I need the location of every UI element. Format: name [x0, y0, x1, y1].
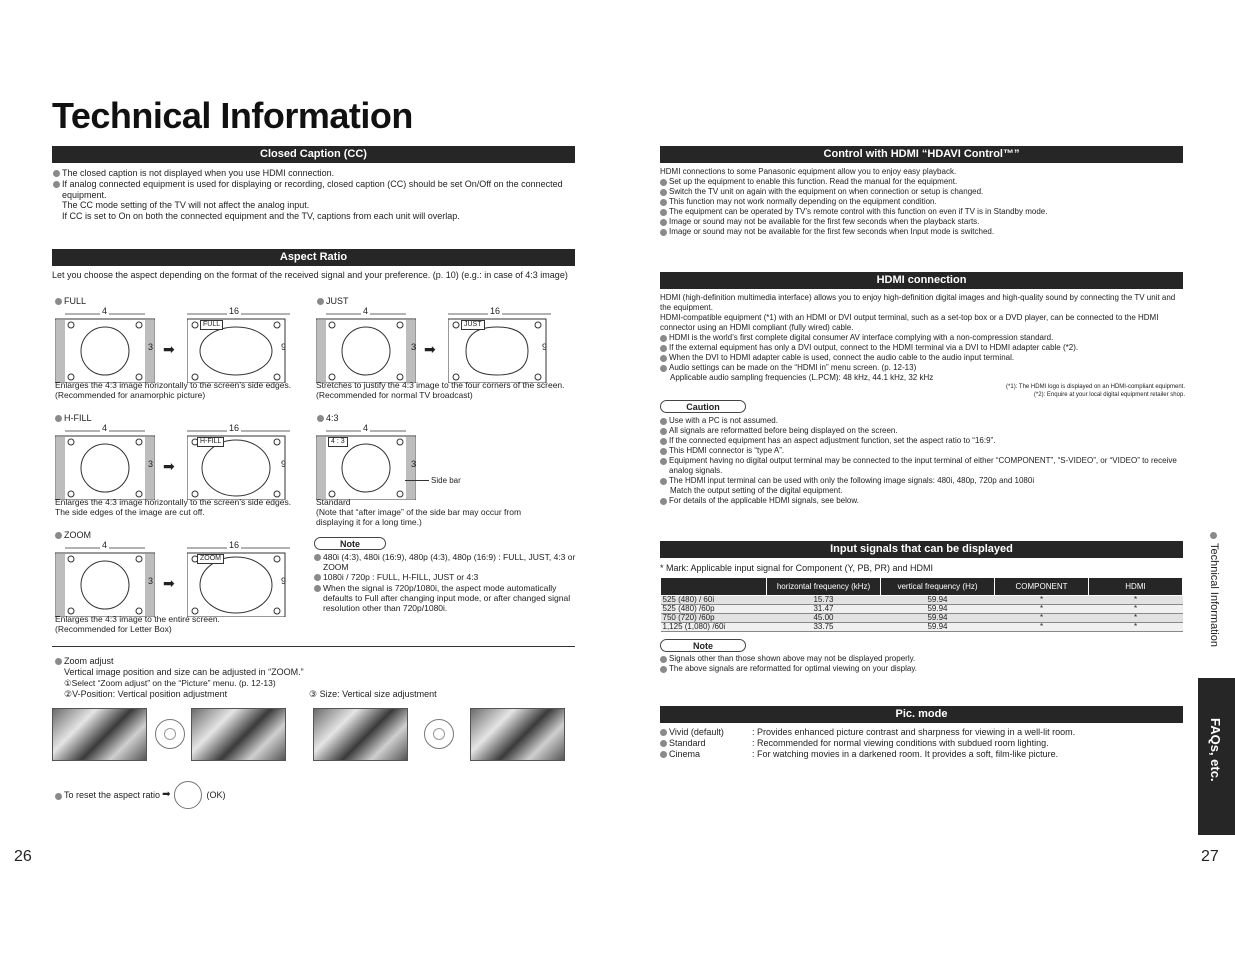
diagram-full-result: [187, 306, 290, 383]
dim-width-label: 16: [229, 306, 240, 316]
bullet-icon: [55, 793, 62, 800]
side-bar-label: Side bar: [431, 476, 461, 485]
bullet-icon: [1210, 532, 1217, 539]
bullet-icon: [660, 365, 667, 372]
note-badge: Note: [660, 639, 746, 652]
mode-label-hfill: H-FILL: [55, 413, 92, 424]
mode-label-zoom: ZOOM: [55, 530, 91, 541]
dpad-icon: [155, 719, 185, 749]
list-item: Vivid (default) : Provides enhanced picture contrast and sharpness for viewing in a well-lit room.: [660, 727, 1185, 738]
arrow-right-icon: ➡: [163, 341, 175, 357]
bullet-icon: [53, 170, 60, 177]
bullet-icon: [660, 428, 667, 435]
bullet-icon: [660, 656, 667, 663]
caution-badge: Caution: [660, 400, 746, 413]
zoom-size-label: ③ Size: Vertical size adjustment: [309, 689, 437, 699]
dim-width-label: 4: [363, 306, 369, 316]
caution-list: Use with a PC is not assumed. All signals are reformatted before being displayed on the screen. If the connected equipment has an aspect adjustment function, set the aspect ratio to “16:9”. This HDMI connector is “type A”. Equipment having no digital output terminal may be connected to the input terminal of either “COMPONENT”, “S-VIDEO”, or “VIDEO” to receive analog signals. The HDMI input terminal can be used with only the following image signals: 480i, 480p, 720p and 1080i Match the output setting of the digital equipment. For details of the applicable HDMI signals, see below.: [660, 416, 1185, 506]
bullet-icon: [314, 574, 321, 581]
ok-button-icon: [174, 781, 202, 809]
dim-height-label: 3: [148, 342, 154, 352]
dim-height-label: 3: [411, 342, 417, 352]
mode-tag: 4 : 3: [328, 437, 348, 447]
hdavi-body: HDMI connections to some Panasonic equipment allow you to enjoy easy playback. Set up the equipment to enable this function. Read the manual for the equipment. Switch the TV unit on again with the equipment on when connection or setup is changed. This function may not work normally depending on the equipment condition. The equipment can be operated by TV’s remote control with this function on even if TV is in Standby mode. Image or sound may not be available for the first few seconds when the playback starts. Image or sound may not be available for the first few seconds when Input mode is switched.: [660, 167, 1048, 236]
table-header: COMPONENT: [995, 578, 1089, 596]
mode-tag: ZOOM: [197, 554, 224, 564]
pic-mode-list: [660, 727, 1185, 760]
bullet-icon: [55, 415, 62, 422]
list-item: Cinema : For watching movies in a darkened room. It provides a soft, film-like picture.: [660, 749, 1185, 760]
cc-body: [53, 168, 576, 222]
mode-desc-hfill: Enlarges the 4:3 image horizontally to the screen’s side edges. The side edges of the image are cut off.: [55, 497, 292, 518]
dim-height-label: 9: [281, 576, 287, 586]
bullet-icon: [660, 740, 667, 747]
bullet-icon: [660, 751, 667, 758]
bullet-icon: [660, 666, 667, 673]
signals-mark: * Mark: Applicable input signal for Component (Y, PB, PR) and HDMI: [660, 563, 933, 573]
bullet-icon: [660, 478, 667, 485]
arrow-right-icon: ➡: [163, 458, 175, 474]
aspect-notes: 480i (4:3), 480i (16:9), 480p (4:3), 480p (16:9) : FULL, JUST, 4:3 or ZOOM 1080i / 720p : FULL, H-FILL, JUST or 4:3 When the signal is 720p/1080i, the aspect mode automatically defaults to Full after changing input mode, or after changed signal resolution other than 720p/1080i.: [314, 552, 576, 613]
bullet-icon: [660, 219, 667, 226]
page-title: Technical Information: [52, 95, 413, 136]
bullet-icon: [53, 181, 60, 188]
hdavi-header: Control with HDMI “HDAVI Control™”: [660, 146, 1183, 163]
divider: [52, 646, 575, 647]
mode-desc-full: Enlarges the 4:3 image horizontally to the screen’s side edges. (Recommended for anamorphic picture): [55, 380, 292, 401]
arrow-right-icon: ➡: [163, 575, 175, 591]
dim-height-label: 3: [148, 576, 154, 586]
page-number-left: 26: [14, 848, 32, 865]
dim-width-label: 4: [102, 540, 108, 550]
diagram-full-source: [55, 306, 155, 383]
side-section-label: Technical Information: [1206, 532, 1220, 672]
dim-width-label: 4: [363, 423, 369, 433]
list-item: Standard : Recommended for normal viewing conditions with subdued room lighting.: [660, 738, 1185, 749]
mode-tag: JUST: [461, 320, 485, 330]
diagram-hfill-result: [187, 423, 290, 500]
bullet-icon: [314, 554, 321, 561]
bullet-icon: [55, 658, 62, 665]
side-tab-faqs: FAQs, etc.: [1198, 678, 1235, 835]
zoom-preview-image: [470, 708, 565, 761]
diagram-zoom-result: [187, 540, 290, 617]
table-header: vertical frequency (Hz): [881, 578, 995, 596]
bullet-icon: [660, 335, 667, 342]
hdmi-header: HDMI connection: [660, 272, 1183, 289]
arrow-right-icon: ➡: [424, 341, 436, 357]
dim-width-label: 4: [102, 306, 108, 316]
bullet-icon: [660, 458, 667, 465]
table-header: HDMI: [1089, 578, 1183, 596]
table-row: 750 (720) /60p 45.00 59.94 * *: [661, 614, 1183, 623]
dim-width-label: 16: [490, 306, 501, 316]
bullet-icon: [317, 415, 324, 422]
mode-desc-just: Stretches to justify the 4:3 image to the four corners of the screen. (Recommended for normal TV broadcast): [316, 380, 565, 401]
bullet-icon: [660, 498, 667, 505]
table-row: 525 (480) /60p 31.47 59.94 * *: [661, 605, 1183, 614]
diagram-just-source: [316, 306, 417, 383]
diagram-just-result: [448, 306, 551, 383]
diagram-hfill-source: [55, 423, 155, 500]
bullet-icon: [317, 298, 324, 305]
signals-notes: Signals other than those shown above may not be displayed properly. The above signals are reformatted for optimal viewing on your display.: [660, 654, 1185, 674]
bullet-icon: [314, 585, 321, 592]
table-row: 525 (480) / 60i 15.73 59.94 * *: [661, 596, 1183, 605]
bullet-icon: [660, 209, 667, 216]
bullet-icon: [55, 532, 62, 539]
arrow-right-icon: ➡: [162, 789, 171, 800]
table-header: horizontal frequency (kHz): [767, 578, 881, 596]
note-badge: Note: [314, 537, 386, 550]
bullet-icon: [660, 179, 667, 186]
diagram-43: [316, 423, 417, 500]
cc-item: If analog connected equipment is used for displaying or recording, closed caption (CC) should be set On/Off on the connected equipment.: [62, 178, 563, 200]
bullet-icon: [55, 298, 62, 305]
dpad-icon: [424, 719, 454, 749]
cc-extra: The CC mode setting of the TV will not affect the analog input.: [62, 200, 310, 211]
cc-item: The closed caption is not displayed when you use HDMI connection.: [62, 168, 335, 178]
zoom-preview-image: [313, 708, 408, 761]
zoom-preview-image: [52, 708, 147, 761]
aspect-intro: Let you choose the aspect depending on the format of the received signal and your preference. (p. 10) (e.g.: in case of 4:3 image): [52, 270, 568, 280]
cc-extra: If CC is set to On on both the connected equipment and the TV, captions from each unit will overlap.: [62, 211, 460, 222]
mode-label-full: FULL: [55, 296, 86, 307]
mode-label-just: JUST: [317, 296, 349, 307]
dim-height-label: 9: [542, 342, 548, 352]
side-bar-pointer: [405, 480, 429, 481]
table-header: [661, 578, 767, 596]
signals-table: [660, 577, 1183, 632]
table-row: 1,125 (1,080) /60i 33.75 59.94 * *: [661, 623, 1183, 632]
bullet-icon: [660, 189, 667, 196]
bullet-icon: [660, 438, 667, 445]
bullet-icon: [660, 345, 667, 352]
mode-label-43: 4:3: [317, 413, 339, 424]
bullet-icon: [660, 229, 667, 236]
mode-tag: H-FILL: [197, 437, 224, 447]
pic-mode-header: Pic. mode: [660, 706, 1183, 723]
zoom-adjust-block: Zoom adjust Vertical image position and size can be adjusted in “ZOOM.” ①Select “Zoom adjust” on the “Picture” menu. (p. 12-13) ②V-Position: Vertical position adjustment: [55, 656, 575, 700]
cc-header: Closed Caption (CC): [52, 146, 575, 163]
diagram-zoom-source: [55, 540, 155, 617]
signals-header: Input signals that can be displayed: [660, 541, 1183, 558]
page-number-right: 27: [1201, 848, 1219, 865]
mode-desc-zoom: Enlarges the 4:3 image to the entire screen. (Recommended for Letter Box): [55, 614, 220, 635]
bullet-icon: [660, 418, 667, 425]
bullet-icon: [660, 355, 667, 362]
bullet-icon: [660, 729, 667, 736]
mode-desc-43: Standard (Note that “after image” of the side bar may occur from displaying it for a long time.): [316, 497, 522, 528]
mode-tag: FULL: [200, 320, 223, 330]
dim-height-label: 9: [281, 342, 287, 352]
bullet-icon: [660, 199, 667, 206]
dim-width-label: 4: [102, 423, 108, 433]
dim-width-label: 16: [229, 540, 240, 550]
dim-height-label: 3: [411, 459, 417, 469]
dim-width-label: 16: [229, 423, 240, 433]
reset-aspect: To reset the aspect ratio ➡ (OK): [55, 781, 225, 809]
bullet-icon: [660, 448, 667, 455]
aspect-header: Aspect Ratio: [52, 249, 575, 266]
hdmi-body: HDMI (high-definition multimedia interface) allows you to enjoy high-definition digital images and high-quality sound by connecting the TV unit and the equipment. HDMI-compatible equipment (*1) with an HDMI or DVI output terminal, such as a set-top box or a DVD player, can be connected to the HDMI connector using an HDMI compliant (fully wired) cable. HDMI is the world’s first complete digital consumer AV interface complying with a non-compression standard. If the external equipment has only a DVI output, connect to the HDMI terminal via a DVI to HDMI adapter cable (*2). When the DVI to HDMI adapter cable is used, connect the audio cable to the audio input terminal. Audio settings can be made on the “HDMI in” menu screen. (p. 12-13) Applicable audio sampling frequencies (L.PCM): 48 kHz, 44.1 kHz, 32 kHz (*1): The HDMI logo is displayed on an HDMI-compliant equipment. (*2): Enquire at your local digital equipment retailer shop.: [660, 293, 1185, 398]
zoom-preview-image: [191, 708, 286, 761]
dim-height-label: 9: [281, 459, 287, 469]
dim-height-label: 3: [148, 459, 154, 469]
